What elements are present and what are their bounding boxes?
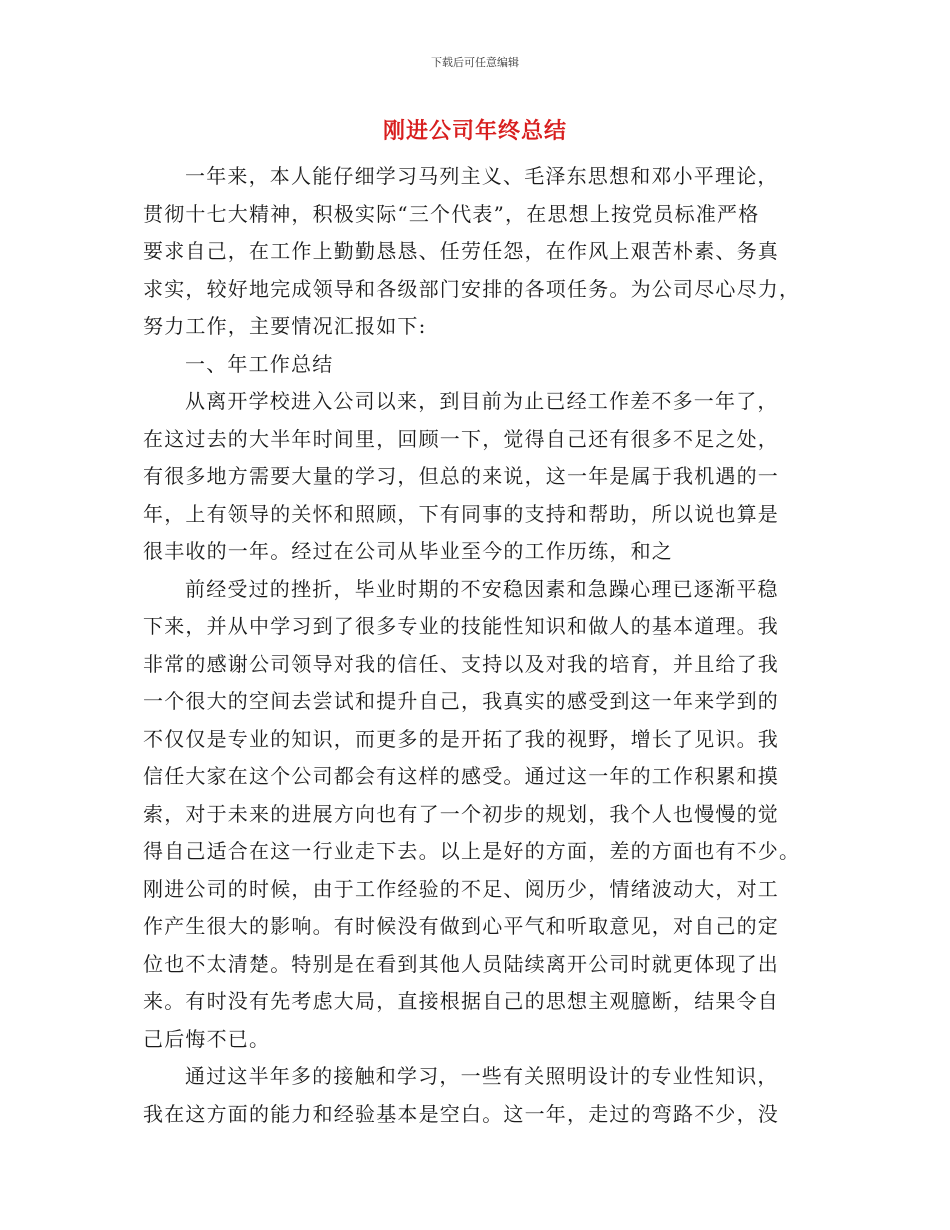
text-line: 一年来，本人能仔细学习马列主义、毛泽东思想和邓小平理论， <box>185 164 779 188</box>
text-line: 来。有时没有先考虑大局，直接根据自己的思想主观臆断，结果令自 <box>143 989 779 1013</box>
text-line: 刚进公司的时候，由于工作经验的不足、阅历少，情绪波动大，对工 <box>143 876 779 901</box>
text-line: 年，上有领导的关怀和照顾，下有同事的支持和帮助，所以说也算是 <box>143 501 779 526</box>
text-line: 己后悔不已。 <box>143 1026 271 1051</box>
document-body <box>143 158 807 1133</box>
header-note: 下载后可任意编辑 <box>431 56 519 69</box>
text-line: 我在这方面的能力和经验基本是空白。这一年，走过的弯路不少，没 <box>143 1101 779 1126</box>
document-title: 刚进公司年终总结 <box>382 119 567 144</box>
text-line: 求实，较好地完成领导和各级部门安排的各项任务。为公司尽心尽力， <box>143 276 801 301</box>
text-line: 通过这半年多的接触和学习，一些有关照明设计的专业性知识， <box>185 1064 779 1088</box>
text-line: 在这过去的大半年时间里，回顾一下，觉得自己还有很多不足之处， <box>143 426 779 451</box>
text-line: 很丰收的一年。经过在公司从毕业至今的工作历练，和之 <box>143 539 673 563</box>
text-line: 下来，并从中学习到了很多专业的技能性知识和做人的基本道理。我 <box>143 614 779 638</box>
text-line: 从离开学校进入公司以来，到目前为止已经工作差不多一年了， <box>185 389 779 413</box>
text-line: 努力工作，主要情况汇报如下: <box>143 314 427 338</box>
text-line: 索，对于未来的进展方向也有了一个初步的规划，我个人也慢慢的觉 <box>143 801 779 826</box>
text-line: 位也不太清楚。特别是在看到其他人员陆续离开公司时就更体现了出 <box>143 951 779 976</box>
section-heading: 一、年工作总结 <box>185 351 334 376</box>
text-line: 得自己适合在这一行业走下去。以上是好的方面，差的方面也有不少。 <box>143 839 801 863</box>
text-line: 作产生很大的影响。有时候没有做到心平气和听取意见，对自己的定 <box>143 914 779 938</box>
text-line: 贯彻十七大精神，积极实际“三个代表”，在思想上按党员标准严格 <box>143 201 760 226</box>
text-line: 信任大家在这个公司都会有这样的感受。通过这一年的工作积累和摸 <box>143 764 779 788</box>
text-line: 前经受过的挫折，毕业时期的不安稳因素和急躁心理已逐渐平稳 <box>185 576 779 601</box>
text-line: 一个很大的空间去尝试和提升自己，我真实的感受到这一年来学到的 <box>143 689 779 713</box>
text-line: 要求自己，在工作上勤勤恳恳、任劳任怨，在作风上艰苦朴素、务真 <box>143 239 779 263</box>
text-line: 不仅仅是专业的知识，而更多的是开拓了我的视野，增长了见识。我 <box>143 726 779 751</box>
text-line: 非常的感谢公司领导对我的信任、支持以及对我的培育，并且给了我 <box>143 651 779 676</box>
text-line: 有很多地方需要大量的学习，但总的来说，这一年是属于我机遇的一 <box>143 464 779 488</box>
